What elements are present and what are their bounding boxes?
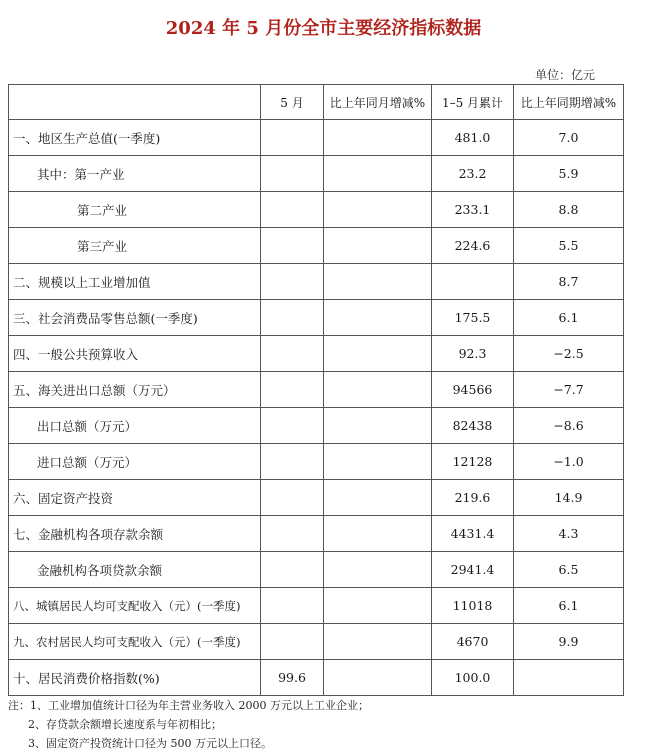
row-cumulative: 12128: [432, 444, 514, 480]
row-month-change: [324, 624, 432, 660]
row-month: [261, 588, 324, 624]
row-month-change: [324, 444, 432, 480]
row-month: [261, 516, 324, 552]
column-header-month: 5 月: [261, 85, 324, 120]
footnote-3: 3、固定资产投资统计口径为 500 万元以上口径。: [28, 737, 272, 750]
table-row: [9, 480, 624, 516]
table-row: [9, 192, 624, 228]
row-cumulative-change: −8.6: [514, 408, 624, 444]
row-item: 进口总额（万元）: [9, 444, 261, 480]
table-row: [9, 336, 624, 372]
row-month-change: [324, 480, 432, 516]
row-cumulative: 224.6: [432, 228, 514, 264]
row-month-change: [324, 228, 432, 264]
table-row: [9, 588, 624, 624]
row-item: 第二产业: [9, 192, 261, 228]
row-cumulative-change: 6.5: [514, 552, 624, 588]
row-month: [261, 228, 324, 264]
row-month: [261, 372, 324, 408]
row-month: [261, 300, 324, 336]
row-cumulative: 11018: [432, 588, 514, 624]
row-cumulative: 4431.4: [432, 516, 514, 552]
row-cumulative-change: −2.5: [514, 336, 624, 372]
row-month: 99.6: [261, 660, 324, 696]
footnote-1: 注：1、工业增加值统计口径为年主营业务收入 2000 万元以上工业企业；: [8, 699, 369, 712]
table-row: [9, 300, 624, 336]
row-month-change: [324, 516, 432, 552]
row-cumulative-change: 5.9: [514, 156, 624, 192]
table-row: [9, 228, 624, 264]
row-cumulative-change: 6.1: [514, 300, 624, 336]
table-row: [9, 516, 624, 552]
table-header-row: [9, 85, 624, 120]
table-row: [9, 264, 624, 300]
row-cumulative-change: 14.9: [514, 480, 624, 516]
row-month-change: [324, 336, 432, 372]
row-month: [261, 120, 324, 156]
row-cumulative: [432, 264, 514, 300]
row-item: 一、地区生产总值(一季度): [9, 120, 261, 156]
row-item: 金融机构各项贷款余额: [9, 552, 261, 588]
row-cumulative: 23.2: [432, 156, 514, 192]
column-header-month-change: 比上年同月增减%: [324, 85, 432, 120]
row-item: 其中：第一产业: [9, 156, 261, 192]
row-cumulative-change: −1.0: [514, 444, 624, 480]
footnotes: [8, 696, 369, 753]
row-month-change: [324, 408, 432, 444]
row-month-change: [324, 120, 432, 156]
table-row: [9, 444, 624, 480]
row-item: 四、一般公共预算收入: [9, 336, 261, 372]
row-cumulative-change: 7.0: [514, 120, 624, 156]
row-item: 三、社会消费品零售总额(一季度): [9, 300, 261, 336]
row-cumulative-change: 9.9: [514, 624, 624, 660]
row-item: 九、农村居民人均可支配收入（元）(一季度): [9, 624, 261, 660]
column-header-cumulative-change: 比上年同期增减%: [514, 85, 624, 120]
row-cumulative-change: 6.1: [514, 588, 624, 624]
row-month: [261, 192, 324, 228]
row-cumulative: 92.3: [432, 336, 514, 372]
row-cumulative: 82438: [432, 408, 514, 444]
row-cumulative-change: 8.7: [514, 264, 624, 300]
row-month: [261, 480, 324, 516]
row-month-change: [324, 192, 432, 228]
row-cumulative: 233.1: [432, 192, 514, 228]
row-cumulative: 481.0: [432, 120, 514, 156]
indicator-table: [8, 84, 624, 696]
row-month: [261, 264, 324, 300]
row-month-change: [324, 552, 432, 588]
row-cumulative: 2941.4: [432, 552, 514, 588]
row-month: [261, 624, 324, 660]
row-item: 出口总额（万元）: [9, 408, 261, 444]
table-row: [9, 156, 624, 192]
row-month: [261, 552, 324, 588]
row-item: 八、城镇居民人均可支配收入（元）(一季度): [9, 588, 261, 624]
table-row: [9, 120, 624, 156]
row-item: 十、居民消费价格指数(%): [9, 660, 261, 696]
row-cumulative: 94566: [432, 372, 514, 408]
row-item: 七、金融机构各项存款余额: [9, 516, 261, 552]
row-month: [261, 444, 324, 480]
row-item: 二、规模以上工业增加值: [9, 264, 261, 300]
footnote-2: 2、存贷款余额增长速度系与年初相比；: [28, 718, 222, 731]
table-row: [9, 660, 624, 696]
row-cumulative: 219.6: [432, 480, 514, 516]
column-header-cumulative: 1–5 月累计: [432, 85, 514, 120]
table-row: [9, 552, 624, 588]
row-cumulative-change: 4.3: [514, 516, 624, 552]
unit-label: 单位：亿元: [534, 68, 595, 82]
row-cumulative-change: 5.5: [514, 228, 624, 264]
row-item: 五、海关进出口总额（万元）: [9, 372, 261, 408]
table-row: [9, 624, 624, 660]
row-month-change: [324, 300, 432, 336]
row-cumulative-change: 8.8: [514, 192, 624, 228]
row-month-change: [324, 156, 432, 192]
row-month-change: [324, 264, 432, 300]
row-month-change: [324, 660, 432, 696]
row-item: 第三产业: [9, 228, 261, 264]
table-row: [9, 372, 624, 408]
row-month: [261, 156, 324, 192]
column-header-item: [9, 85, 261, 120]
row-cumulative: 4670: [432, 624, 514, 660]
row-month: [261, 408, 324, 444]
row-month: [261, 336, 324, 372]
row-cumulative: 175.5: [432, 300, 514, 336]
row-item: 六、固定资产投资: [9, 480, 261, 516]
row-cumulative-change: −7.7: [514, 372, 624, 408]
row-cumulative-change: [514, 660, 624, 696]
table-row: [9, 408, 624, 444]
row-month-change: [324, 372, 432, 408]
row-cumulative: 100.0: [432, 660, 514, 696]
page-title: 2024 年 5 月份全市主要经济指标数据: [165, 18, 482, 39]
row-month-change: [324, 588, 432, 624]
